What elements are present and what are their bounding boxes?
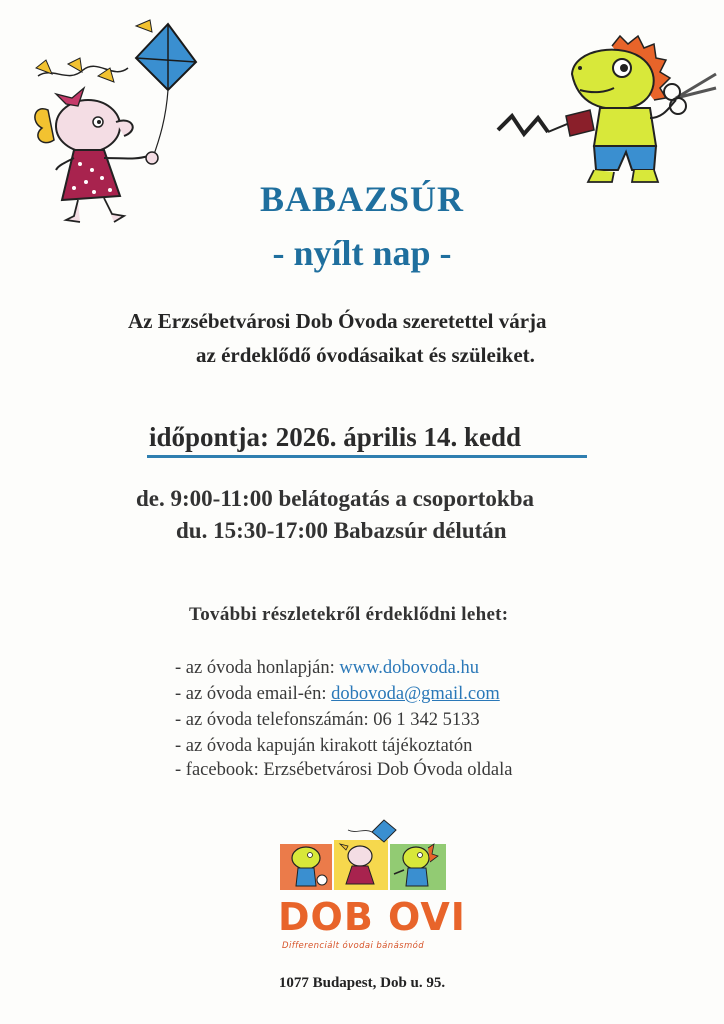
contact-email: [175, 683, 500, 705]
email-link[interactable]: dobovoda@gmail.com: [331, 684, 500, 704]
schedule-morning: de. 9:00-11:00 belátogatás a csoportokba: [136, 486, 535, 511]
date-underline-divider: [147, 455, 587, 458]
intro-line-1: Az Erzsébetvárosi Dob Óvoda szeretettel várja: [128, 309, 547, 333]
website-link[interactable]: www.dobovoda.hu: [339, 658, 479, 678]
info-heading: További részletekről érdeklődni lehet:: [189, 604, 509, 625]
dinosaur-with-scissors-illustration: [494, 34, 720, 186]
event-date: időpontja: 2026. április 14. kedd: [149, 422, 522, 452]
contact-website-label: - az óvoda honlapján:: [175, 658, 340, 678]
address: 1077 Budapest, Dob u. 95.: [278, 975, 446, 991]
schedule-afternoon: du. 15:30-17:00 Babazsúr délután: [176, 518, 507, 543]
dob-ovi-logo-illustration: [276, 818, 450, 898]
event-subtitle: - nyílt nap -: [272, 233, 452, 273]
contact-facebook: - facebook: Erzsébetvárosi Dob Óvoda oldala: [175, 760, 513, 780]
event-title: BABAZSÚR: [259, 179, 465, 219]
contact-phone: - az óvoda telefonszámán: 06 1 342 5133: [175, 710, 480, 730]
logo-tagline: Differenciált óvodai bánásmód: [282, 941, 425, 951]
contact-email-label: - az óvoda email-én:: [175, 684, 332, 704]
logo-text: DOB OVI: [278, 895, 466, 939]
intro-line-2: az érdeklődő óvodásaikat és szüleiket.: [196, 343, 535, 367]
contact-website: [175, 657, 479, 679]
contact-gate-notice: - az óvoda kapuján kirakott tájékoztatón: [175, 736, 473, 756]
